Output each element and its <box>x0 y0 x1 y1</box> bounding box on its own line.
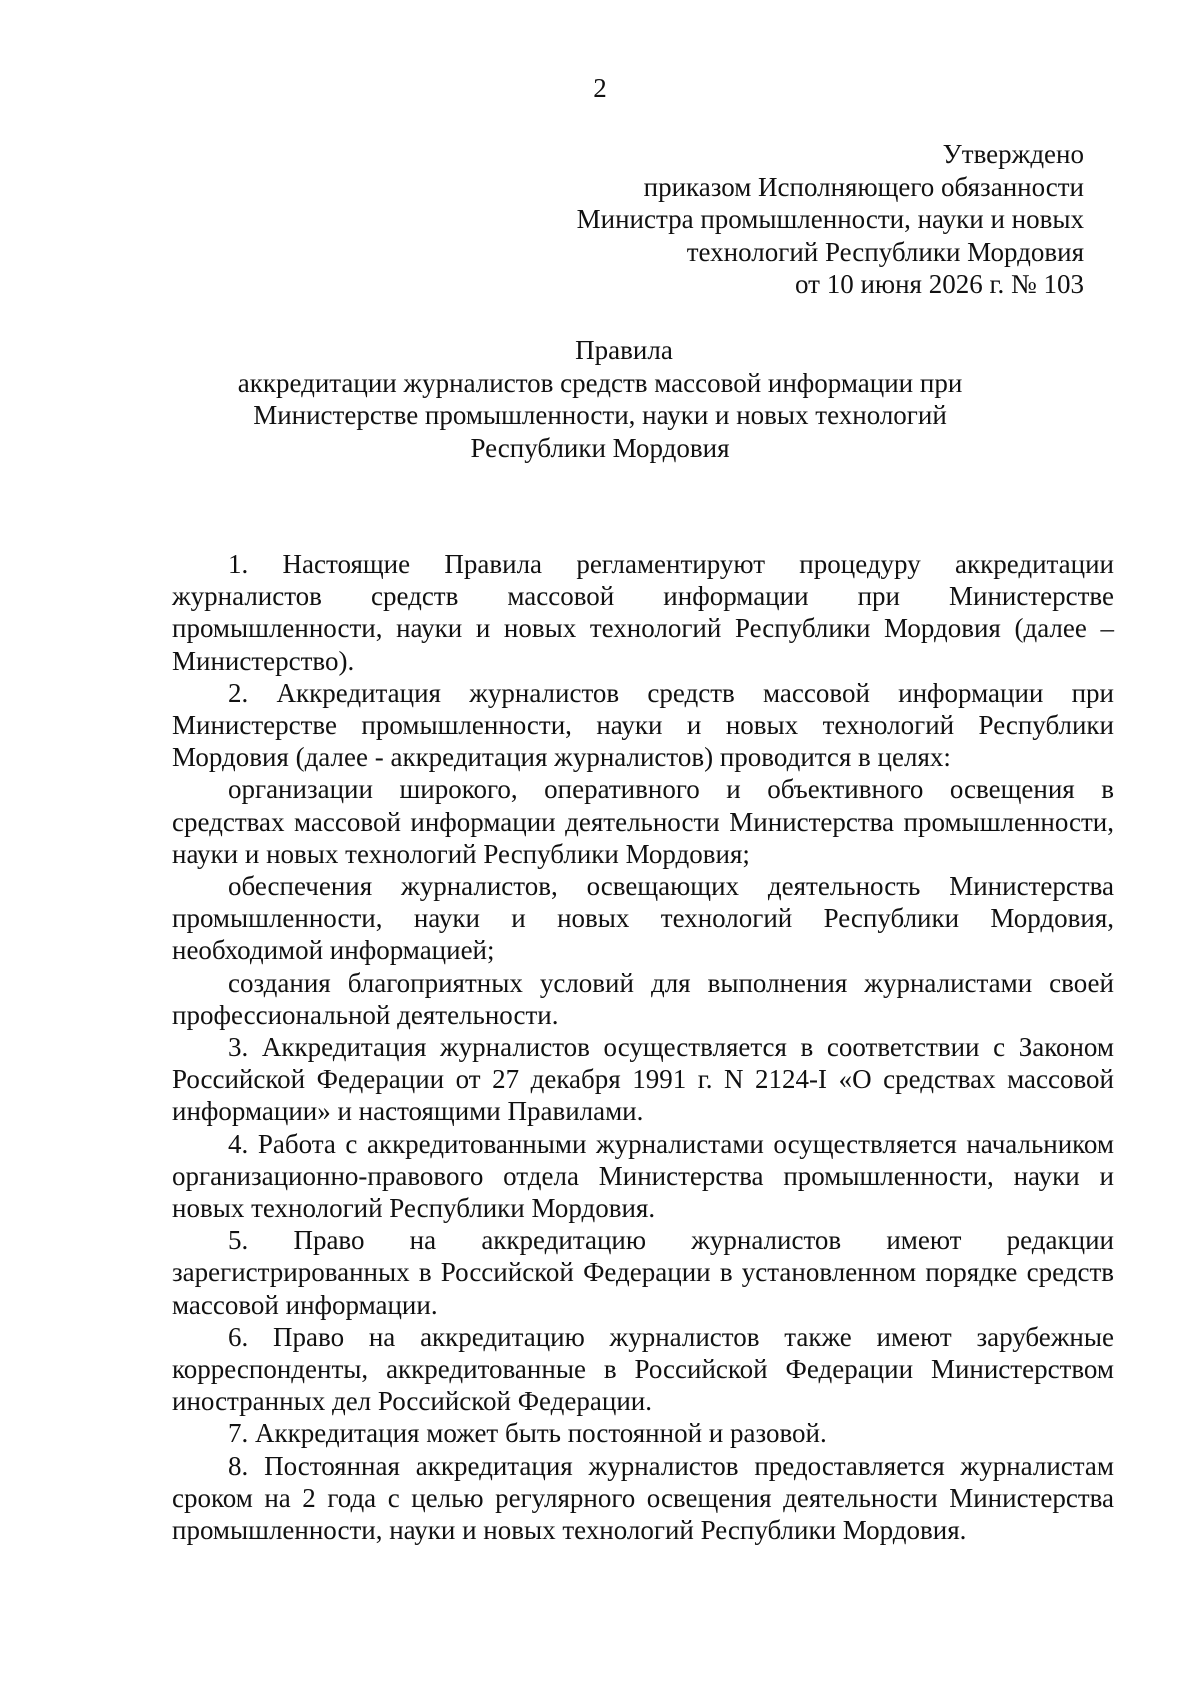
document-body <box>172 548 1114 1546</box>
paragraph: 6. Право на аккредитацию журналистов также имеют зарубежные корреспонденты, аккредитованные в Российской Федерации Министерством иностранных дел Российской Федерации. <box>172 1321 1114 1417</box>
paragraph: 2. Аккредитация журналистов средств массовой информации при Министерстве промышленности, науки и новых технологий Республики Мордовия (далее - аккредитация журналистов) проводится в целях: <box>172 677 1114 773</box>
page-number: 2 <box>593 73 607 103</box>
paragraph: 3. Аккредитация журналистов осуществляется в соответствии с Законом Российской Федерации от 27 декабря 1991 г. N 2124-I «О средствах массовой информации» и настоящими Правилами. <box>172 1032 1114 1127</box>
title-line: Министерстве промышленности, науки и новых технологий <box>253 400 947 430</box>
paragraph: 7. Аккредитация может быть постоянной и разовой. <box>228 1418 827 1449</box>
approval-line: технологий Республики Мордовия <box>686 236 1084 267</box>
paragraph: 8. Постоянная аккредитация журналистов предоставляется журналистам сроком на 2 года с целью регулярного освещения деятельности Министерства промышленности, науки и новых технологий Республики Мордовия. <box>172 1450 1114 1546</box>
approval-block <box>484 138 1084 301</box>
title-line: Республики Мордовия <box>470 432 730 463</box>
approval-line: Министра промышленности, науки и новых <box>576 204 1084 234</box>
title-word: Правила <box>575 335 673 365</box>
paragraph: 1. Настоящие Правила регламентируют процедуру аккредитации журналистов средств массовой информации при Министерстве промышленности, науки и новых технологий Республики Мордовия (далее – Министерство). <box>172 549 1114 676</box>
document-title <box>0 334 1200 464</box>
paragraph: 4. Работа с аккредитованными журналистами осуществляется начальником организационно-правового отдела Министерства промышленности, науки и новых технологий Республики Мордовия. <box>172 1128 1114 1224</box>
paragraph: 5. Право на аккредитацию журналистов имеют редакции зарегистрированных в Российской Федерации в установленном порядке средств массовой информации. <box>172 1225 1114 1320</box>
approval-line: Утверждено <box>942 139 1084 169</box>
title-line: аккредитации журналистов средств массовой информации при <box>237 367 963 398</box>
paragraph: организации широкого, оперативного и объективного освещения в средствах массовой информации деятельности Министерства промышленности, науки и новых технологий Республики Мордовия; <box>172 774 1114 869</box>
paragraph: создания благоприятных условий для выполнения журналистами своей профессиональной деятельности. <box>172 967 1114 1030</box>
approval-line: от 10 июня 2026 г. № 103 <box>795 269 1084 299</box>
approval-line: приказом Исполняющего обязанности <box>643 171 1084 202</box>
paragraph: обеспечения журналистов, освещающих деятельность Министерства промышленности, науки и новых технологий Республики Мордовия, необходимой информацией; <box>172 871 1114 966</box>
